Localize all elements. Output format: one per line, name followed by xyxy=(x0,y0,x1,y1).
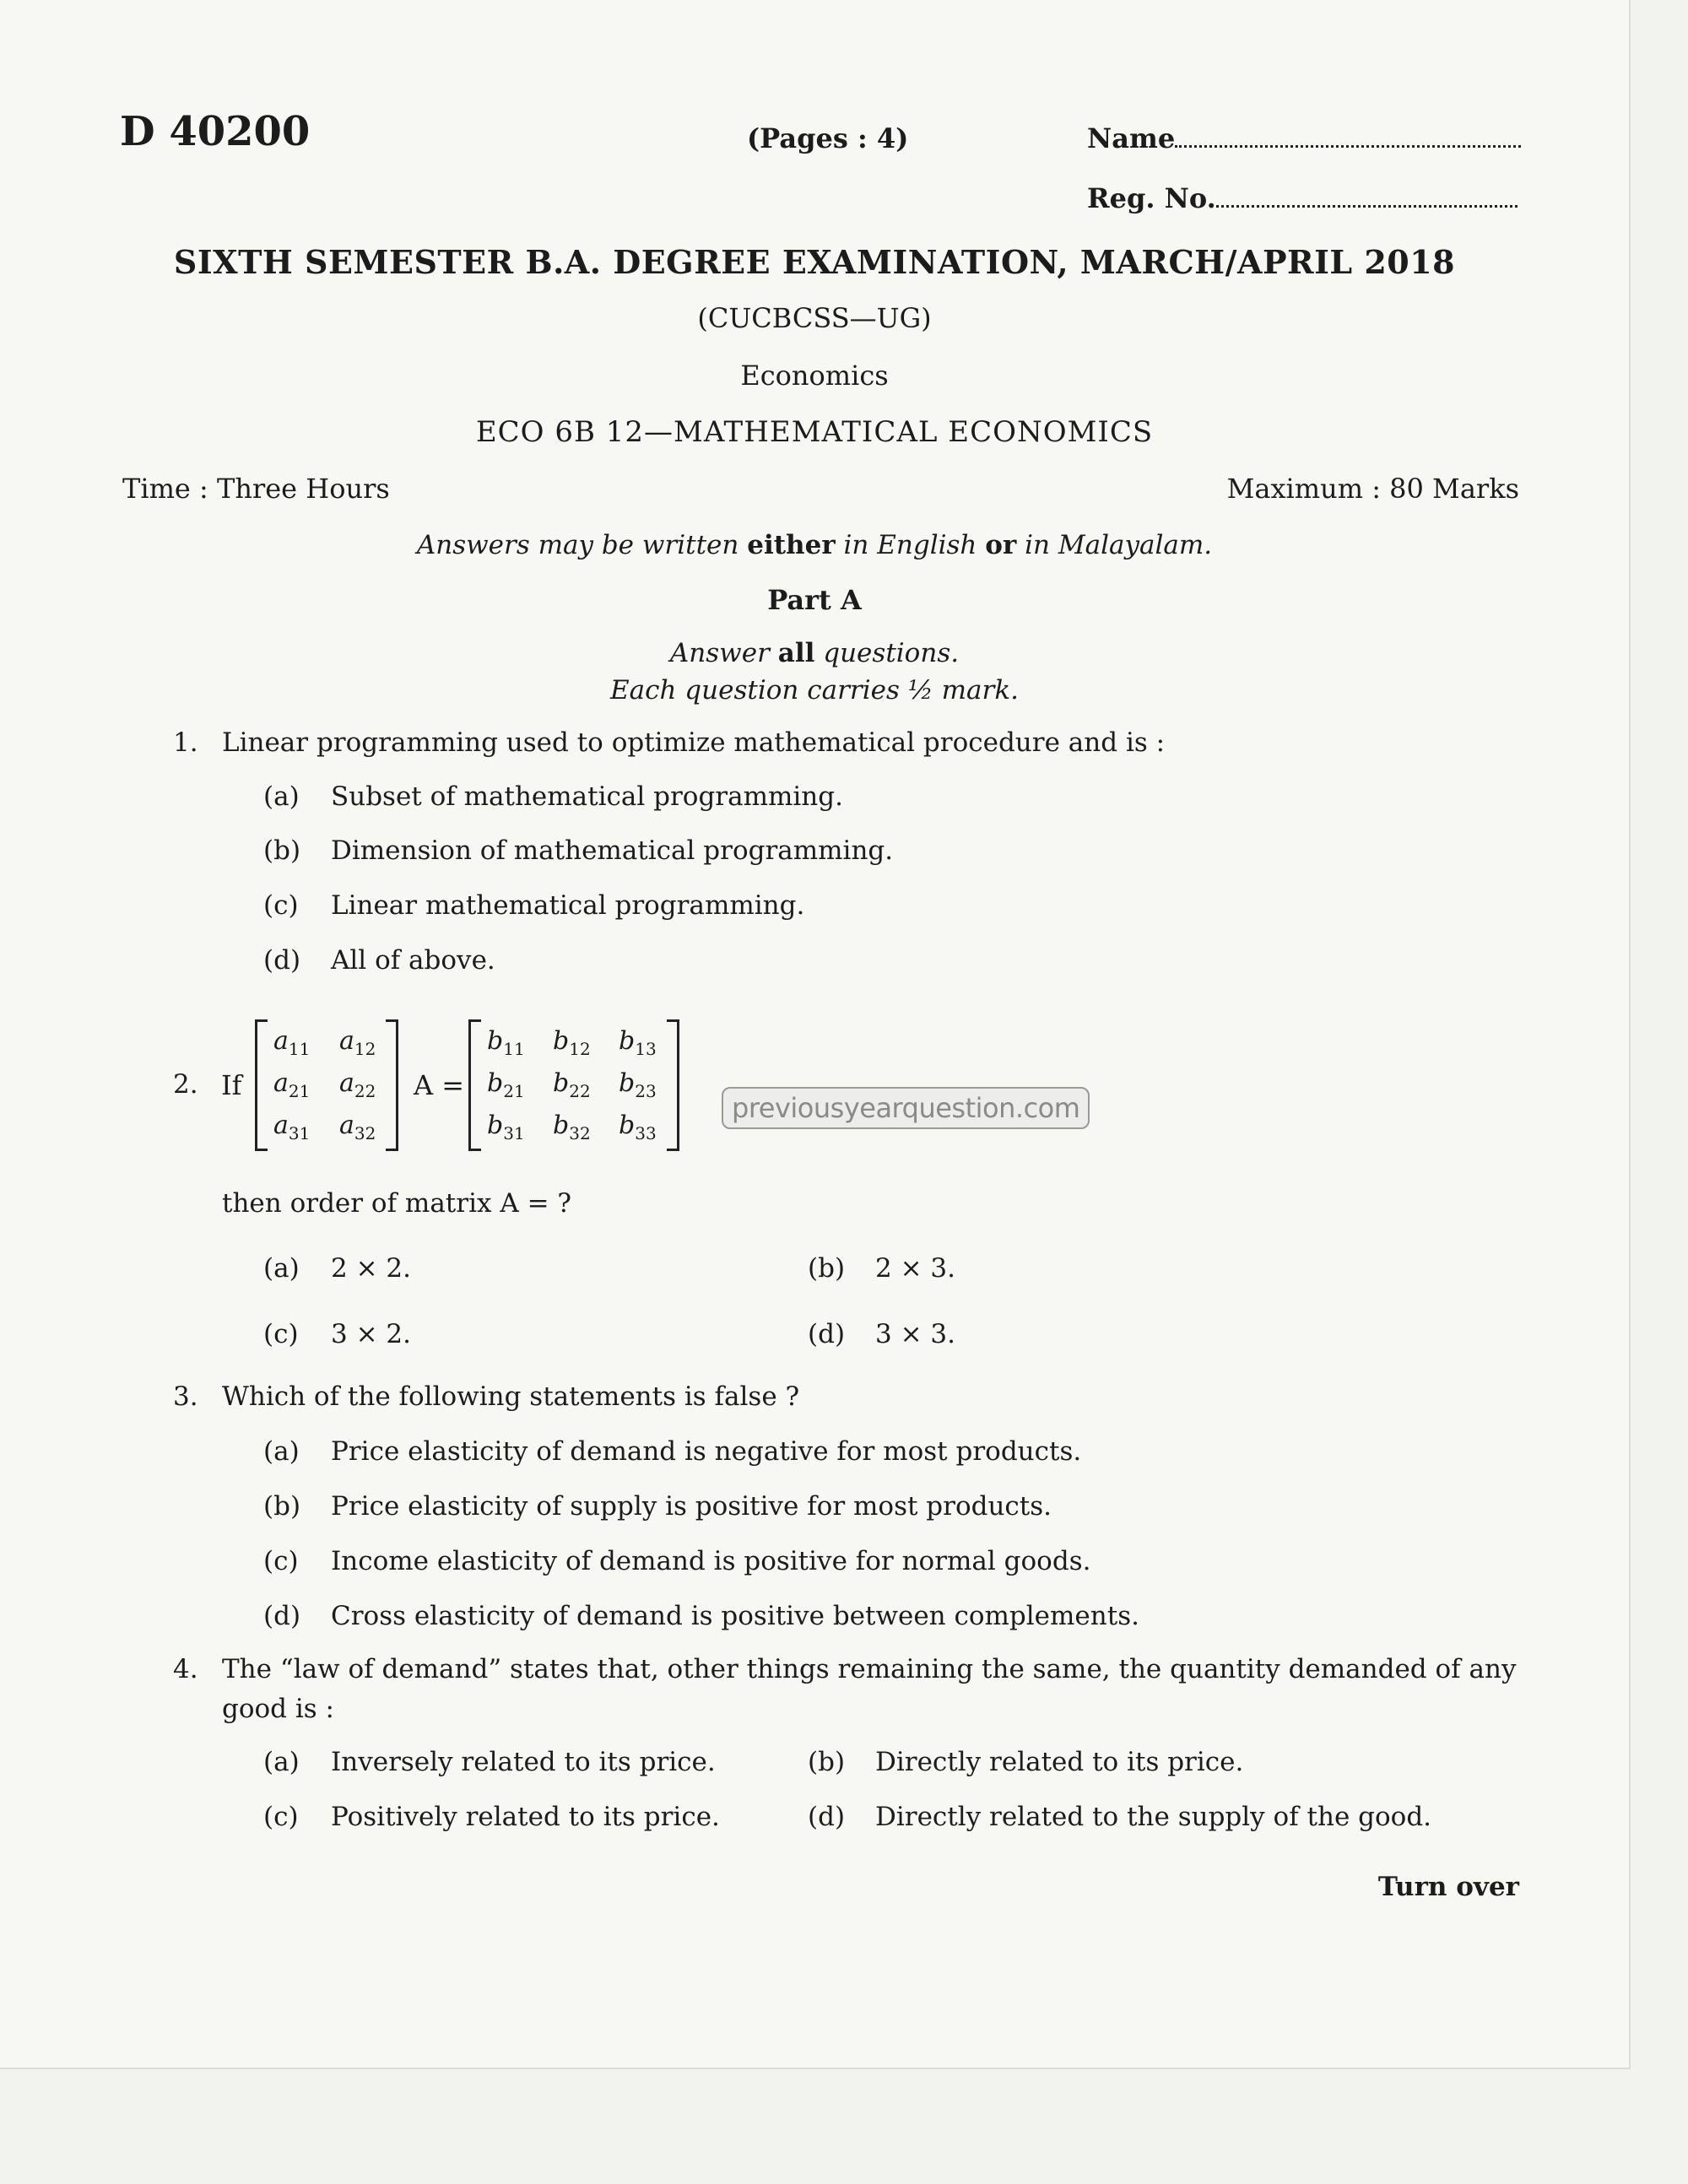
question-3-option-d xyxy=(263,1601,1139,1631)
question-2-if: If xyxy=(221,1069,242,1101)
option-label: (d) xyxy=(808,1319,846,1349)
option-text: Subset of mathematical programming. xyxy=(331,781,843,812)
question-2-option-c xyxy=(263,1319,411,1349)
language-note-or: or xyxy=(985,530,1017,560)
matrix-cell-b13: $b_{13}$ xyxy=(619,1026,657,1059)
question-text: Which of the following statements is false ? xyxy=(222,1381,800,1412)
option-text: Dimension of mathematical programming. xyxy=(331,835,894,866)
matrix-cell-b12: $b_{12}$ xyxy=(553,1026,591,1059)
question-number: 3. xyxy=(173,1381,198,1412)
question-1-option-d xyxy=(263,945,495,976)
option-label: (d) xyxy=(808,1802,846,1832)
matrix-cell-a21: $a_{21}$ xyxy=(273,1068,311,1101)
instruction-all: all xyxy=(777,638,815,668)
reg-no-label: Reg. No. xyxy=(1087,182,1216,214)
matrix-bracket-left xyxy=(255,1019,268,1151)
matrix-cell-b22: $b_{22}$ xyxy=(553,1068,591,1101)
name-label: Name xyxy=(1087,122,1176,154)
option-text: Income elasticity of demand is positive for normal goods. xyxy=(331,1546,1091,1576)
question-4-option-b xyxy=(808,1747,1243,1777)
option-label: (d) xyxy=(263,945,301,976)
matrix-cell-b31: $b_{31}$ xyxy=(487,1111,525,1143)
matrix-cell-b11: $b_{11}$ xyxy=(487,1026,525,1059)
name-blank xyxy=(1175,125,1521,148)
turn-over-note: Turn over xyxy=(1377,1872,1519,1902)
question-2-text: then order of matrix A = ? xyxy=(222,1188,572,1219)
matrix-cell-a11: $a_{11}$ xyxy=(273,1026,311,1059)
question-2-option-d xyxy=(808,1319,955,1349)
matrix-bracket-right xyxy=(667,1019,679,1151)
name-field xyxy=(1087,122,1521,154)
time-allowed: Time : Three Hours xyxy=(122,473,390,505)
reg-no-field xyxy=(1087,182,1518,214)
marks-note: Each question carries ½ mark. xyxy=(610,675,1019,705)
question-1 xyxy=(173,727,1165,758)
option-text: All of above. xyxy=(331,945,495,976)
paper-code: D 40200 xyxy=(120,108,311,155)
matrix-cell-b21: $b_{21}$ xyxy=(487,1068,525,1101)
matrix-a-equals: A = xyxy=(414,1069,465,1101)
option-text: Cross elasticity of demand is positive between complements. xyxy=(331,1601,1139,1631)
part-title: Part A xyxy=(767,584,862,616)
language-note-either: either xyxy=(747,530,836,560)
option-text: 3 × 2. xyxy=(331,1319,411,1349)
reg-no-blank xyxy=(1216,185,1518,208)
option-label: (c) xyxy=(263,1319,299,1349)
part-instruction xyxy=(0,638,1629,668)
exam-subject: Economics xyxy=(740,359,889,392)
question-3-option-b xyxy=(263,1491,1052,1522)
exam-scheme: (CUCBCSS—UG) xyxy=(697,302,932,334)
language-note-english: in English xyxy=(843,530,977,560)
option-label: (b) xyxy=(808,1253,846,1284)
question-4-option-d xyxy=(808,1802,1431,1832)
language-note-prefix: Answers may be written xyxy=(416,530,739,560)
option-text: Directly related to its price. xyxy=(875,1747,1244,1777)
question-1-option-b xyxy=(263,835,893,866)
page-count: (Pages : 4) xyxy=(747,122,909,154)
option-label: (c) xyxy=(263,1546,299,1576)
matrix-bracket-left xyxy=(468,1019,481,1151)
option-label: (a) xyxy=(263,1436,300,1467)
option-label: (b) xyxy=(808,1747,846,1777)
option-label: (a) xyxy=(263,1253,300,1284)
question-4 xyxy=(173,1654,1516,1684)
question-3-option-c xyxy=(263,1546,1090,1576)
language-note xyxy=(0,530,1629,560)
option-label: (c) xyxy=(263,890,299,921)
question-text: Linear programming used to optimize mathematical procedure and is : xyxy=(222,727,1166,758)
matrix-cell-a31: $a_{31}$ xyxy=(273,1111,311,1143)
question-2-number: 2. xyxy=(173,1069,198,1100)
option-label: (b) xyxy=(263,1491,301,1522)
question-1-option-a xyxy=(263,781,843,812)
option-text: Price elasticity of demand is negative for most products. xyxy=(331,1436,1082,1467)
watermark-logo: previousyearquestion.com xyxy=(722,1087,1090,1129)
matrix-cell-b23: $b_{23}$ xyxy=(619,1068,657,1101)
question-3 xyxy=(173,1381,799,1412)
option-text: Inversely related to its price. xyxy=(331,1747,716,1777)
option-text: Price elasticity of supply is positive for most products. xyxy=(331,1491,1052,1522)
question-number: 1. xyxy=(173,727,198,758)
option-text: 2 × 3. xyxy=(875,1253,955,1284)
instruction-prefix: Answer xyxy=(669,638,770,668)
option-label: (a) xyxy=(263,781,300,812)
question-2-option-b xyxy=(808,1253,955,1284)
option-label: (b) xyxy=(263,835,301,866)
option-text: Linear mathematical programming. xyxy=(331,890,805,921)
exam-title: SIXTH SEMESTER B.A. DEGREE EXAMINATION, MARCH/APRIL 2018 xyxy=(173,243,1456,281)
matrix-cell-b33: $b_{33}$ xyxy=(619,1111,657,1143)
option-text: Positively related to its price. xyxy=(331,1802,720,1832)
maximum-marks: Maximum : 80 Marks xyxy=(1226,473,1519,505)
instruction-suffix: questions. xyxy=(823,638,960,668)
option-text: 2 × 2. xyxy=(331,1253,411,1284)
right-matrix xyxy=(468,1019,679,1150)
question-4-text-line-2: good is : xyxy=(222,1694,334,1724)
option-label: (a) xyxy=(263,1747,300,1777)
question-number: 4. xyxy=(173,1654,198,1684)
question-2-option-a xyxy=(263,1253,411,1284)
option-text: 3 × 3. xyxy=(875,1319,955,1349)
paper-title: ECO 6B 12—MATHEMATICAL ECONOMICS xyxy=(475,415,1154,449)
option-label: (d) xyxy=(263,1601,301,1631)
matrix-cell-b32: $b_{32}$ xyxy=(553,1111,591,1143)
left-matrix xyxy=(255,1019,398,1150)
matrix-cell-a32: $a_{32}$ xyxy=(339,1111,376,1143)
question-4-option-a xyxy=(263,1747,716,1777)
language-note-malayalam: in Malayalam. xyxy=(1025,530,1213,560)
question-1-option-c xyxy=(263,890,804,921)
option-label: (c) xyxy=(263,1802,299,1832)
matrix-cell-a22: $a_{22}$ xyxy=(339,1068,376,1101)
matrix-cell-a12: $a_{12}$ xyxy=(339,1026,376,1059)
question-4-option-c xyxy=(263,1802,720,1832)
option-text: Directly related to the supply of the good. xyxy=(875,1802,1432,1832)
matrix-bracket-right xyxy=(386,1019,398,1151)
question-text-line-1: The “law of demand” states that, other things remaining the same, the quantity demanded of any xyxy=(222,1654,1517,1684)
question-3-option-a xyxy=(263,1436,1081,1467)
